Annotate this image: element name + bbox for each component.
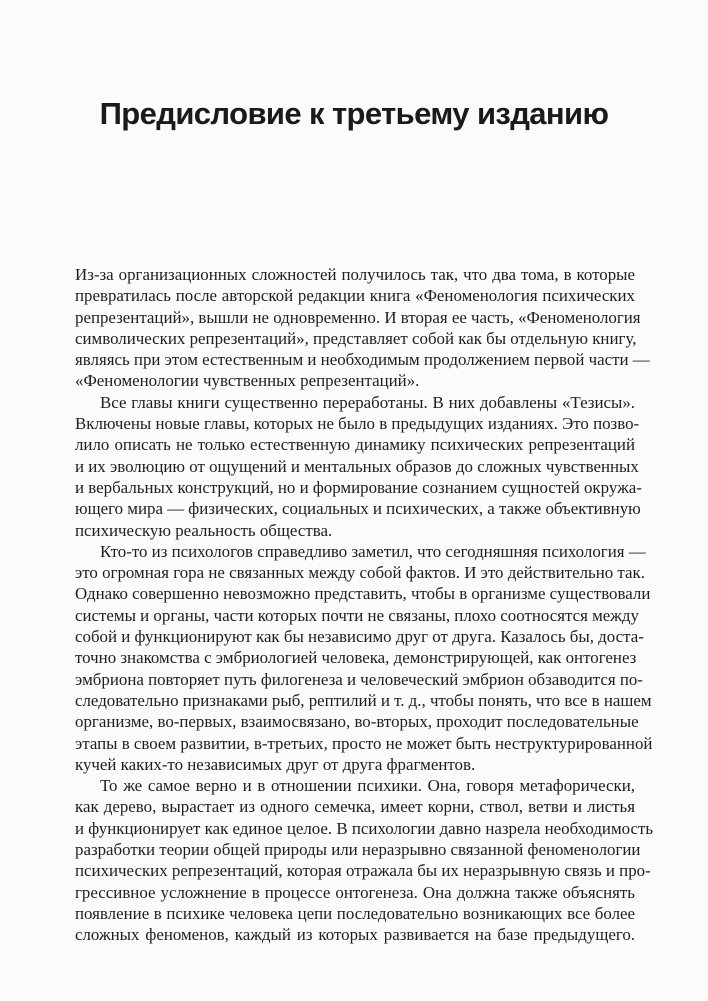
text-line: являясь при этом естественным и необходимым продолжением первой части —: [75, 350, 650, 370]
text-line: кучей каких-то независимых друг от друга фрагментов.: [75, 754, 476, 774]
text-line: грессивное усложнение в процессе онтогенеза. Она должна также объяснять: [75, 882, 635, 902]
text-line: разработки теории общей природы или неразрывно связанной феноменологии: [75, 840, 641, 860]
text-line: «Феноменологии чувственных репрезентаций».: [75, 371, 420, 391]
text-line: репрезентаций», вышли не одновременно. И вторая ее часть, «Феноменология: [75, 307, 641, 327]
text-line: Включены новые главы, которых не было в предыдущих изданиях. Это позво-: [75, 414, 640, 434]
text-line: собой и функционируют как бы независимо друг от друга. Казалось бы, доста-: [75, 627, 644, 647]
text-line: лило описать не только естественную динамику психических репрезентаций: [75, 435, 635, 455]
text-line: следовательно признаками рыб, рептилий и т. д., чтобы понять, что все в нашем: [75, 690, 652, 710]
text-line: и функционирует как единое целое. В психологии давно назрела необходимость: [75, 818, 654, 838]
text-line: системы и органы, части которых почти не связаны, плохо соотносятся между: [75, 605, 639, 625]
text-line: превратилась после авторской редакции книга «Феноменология психических: [75, 286, 635, 306]
body-text: [75, 264, 654, 946]
paragraph: [75, 541, 653, 775]
text-line: Однако совершенно невозможно представить, чтобы в организме существовали: [75, 584, 651, 604]
text-line: психических репрезентаций, которая отражала бы их неразрывную связь и про-: [75, 861, 651, 881]
text-line: и их эволюцию от ощущений и ментальных образов до сложных чувственных: [75, 456, 639, 476]
text-line: ющего мира — физических, социальных и психических, а также объективную: [75, 499, 641, 519]
text-line: этапы в своем развитии, в-третьих, просто не может быть неструктурированной: [75, 733, 653, 753]
text-line: и вербальных конструкций, но и формирование сознанием сущностей окружа-: [75, 477, 642, 497]
text-line: точно знакомства с эмбриологией человека, демонстрирующей, как онтогенез: [75, 648, 637, 668]
text-line: Кто-то из психологов справедливо заметил, что сегодняшняя психология —: [100, 541, 646, 561]
paragraph: [75, 392, 642, 541]
text-line: сложных феноменов, каждый из которых развивается на базе предыдущего.: [75, 925, 635, 945]
text-line: Из-за организационных сложностей получилось так, что два тома, в которые: [75, 265, 635, 284]
text-line: символических репрезентаций», представляет собой как бы отдельную книгу,: [75, 328, 637, 348]
text-line: психическую реальность общества.: [75, 520, 333, 540]
text-line: как дерево, вырастает из одного семечка, имеет корни, ствол, ветви и листья: [75, 797, 635, 817]
text-line: Все главы книги существенно переработаны. В них добавлены «Тезисы».: [100, 392, 635, 412]
text-line: эмбриона повторяет путь филогенеза и человеческий эмбрион обзаводится по-: [75, 669, 643, 689]
paragraph: [75, 264, 650, 392]
text-line: организме, во-первых, взаимосвязано, во-вторых, проходит последовательные: [75, 712, 639, 732]
text-line: То же самое верно и в отношении психики. Она, говоря метафорически,: [100, 776, 635, 796]
chapter-heading: Предисловие к третьему изданию: [99, 96, 609, 131]
text-line: это огромная гора не связанных между собой фактов. И это действительно так.: [75, 563, 645, 583]
paragraph: [75, 775, 654, 945]
text-line: появление в психике человека цепи последовательно возникающих все более: [75, 903, 635, 923]
